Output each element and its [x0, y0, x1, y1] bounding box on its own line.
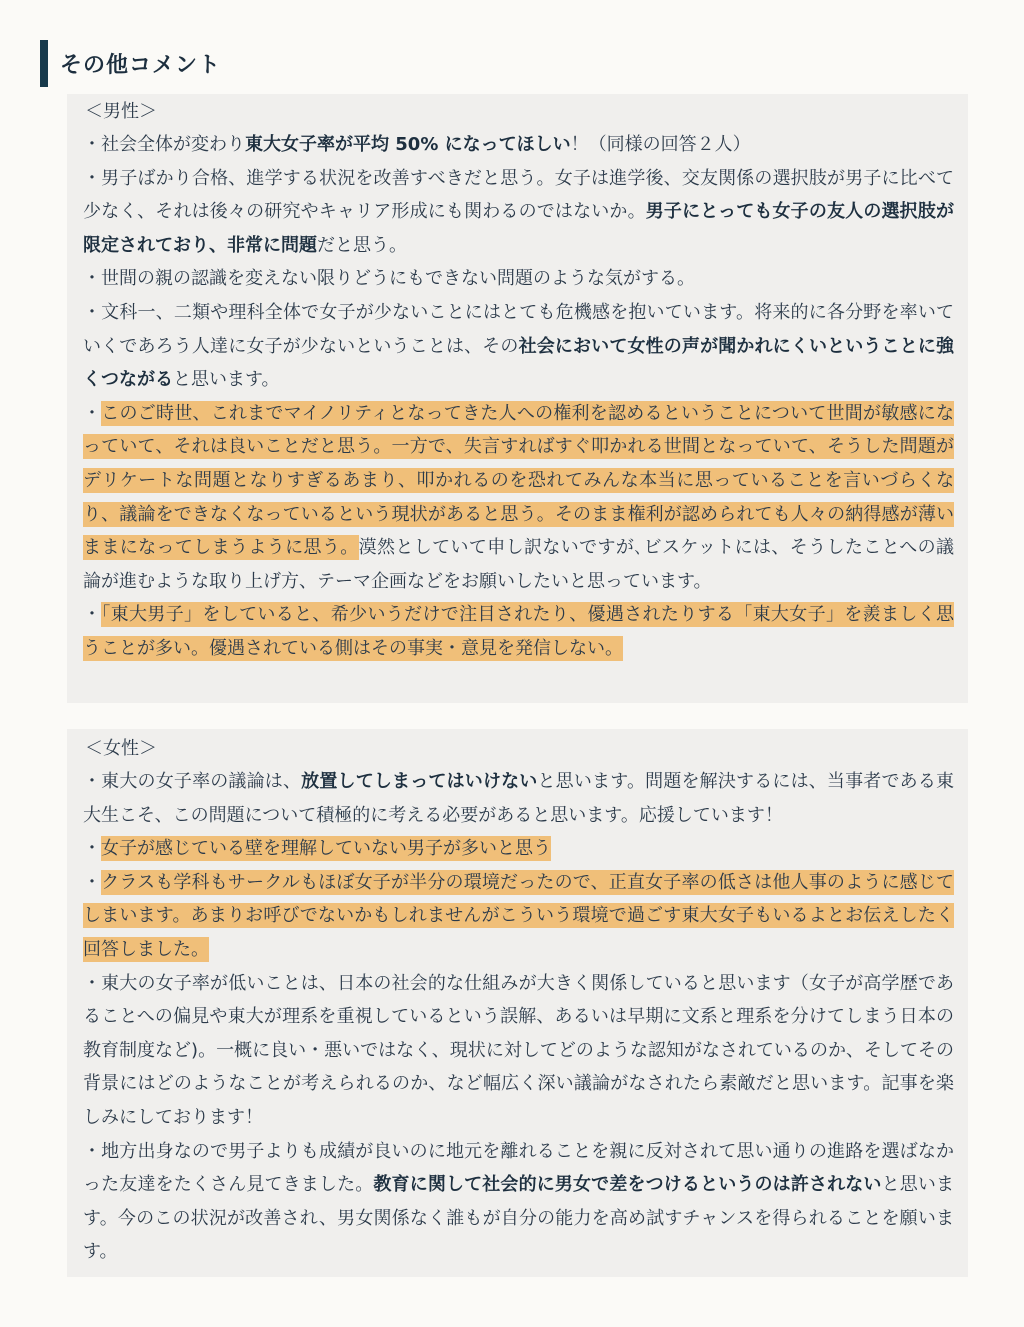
male-comment-1: ・社会全体が変わり東大女子率が平均 50% になってほしい！（同様の回答２人） — [83, 134, 751, 155]
highlighted-text: このご時世、これまでマイノリティとなってきた人への権利を認めるということについて世間が敏感になっていて、それは良いことだと思う。一方で、失言すればすぐ叩かれる世間となっていて、そうした問題がデリケートな問題となりすぎるあまり、叩かれるのを恐れてみんな本当に思っていることを言いづらくなり、議論をできなくなっているという現状があると思う。そのまま権利が認められても人々の納得感が薄いままになってしまうように思う。 — [83, 402, 954, 559]
male-comments-box — [67, 94, 968, 703]
female-comment-3: ・クラスも学科もサークルもほぼ女子が半分の環境だったので、正直女子率の低さは他人事のように感じてしまいます。あまりお呼びでないかもしれませんがこういう環境で過ごす東大女子もいるよとお伝えしたく回答しました。 — [83, 871, 955, 960]
section-title: その他コメント — [60, 53, 222, 78]
female-comment-2: ・女子が感じている壁を理解していない男子が多いと思う — [83, 838, 551, 860]
male-comment-5: ・このご時世、これまでマイノリティとなってきた人への権利を認めるということについて世間が敏感になっていて、それは良いことだと思う。一方で、失言すればすぐ叩かれる世間となっていて、そうした問題がデリケートな問題となりすぎるあまり、叩かれるのを恐れてみんな本当に思っていることを言いづらくなり、議論をできなくなっているという現状があると思う。そのまま権利が認められても人々の納得感が薄いままになってしまうように思う。漠然としていて申し訳ないですが､ビスケットには、そうしたことへの議論が進むような取り上げ方、テーマ企画などをお願いしたいと思っています。 — [83, 402, 954, 592]
title-accent-bar — [40, 40, 48, 87]
male-comment-3: ・世間の親の認識を変えない限りどうにもできない問題のような気がする。 — [83, 268, 695, 290]
male-comment-4: ・文科一、二類や理科全体で女子が少ないことにはとても危機感を抱いています。将来的に各分野を率いていくであろう人達に女子が少ないということは、その社会において女性の声が聞かれにくいということに強くつながると思います。 — [83, 301, 955, 391]
female-comment-4: ・東大の女子率が低いことは、日本の社会的な仕組みが大きく関係していると思います（女子が高学歴であることへの偏見や東大が理系を重視しているという誤解、あるいは早期に文系と理系を分けてしまう日本の教育制度など)。一概に良い・悪いではなく、現状に対してどのような認知がなされているのか、そしてその背景にはどのようなことが考えられるのか、など幅広く深い議論がなされたら素敵だと思います。記事を楽しみにしております！ — [83, 972, 954, 1128]
female-comments-box — [67, 729, 968, 1277]
female-heading: ＜女性＞ — [85, 738, 157, 759]
male-comment-2: ・男子ばかり合格、進学する状況を改善すべきだと思う。女子は進学後、交友関係の選択肢が男子に比べて少なく、それは後々の研究やキャリア形成にも関わるのではないか。男子にとっても女子の友人の選択肢が限定されており、非常に問題だと思う。 — [83, 167, 955, 256]
male-heading: ＜男性＞ — [85, 101, 157, 122]
highlighted-text: クラスも学科もサークルもほぼ女子が半分の環境だったので、正直女子率の低さは他人事のように感じてしまいます。あまりお呼びでないかもしれませんがこういう環境で過ごす東大女子もいるよとお伝えしたく回答しました。 — [83, 871, 955, 960]
female-comment-1: ・東大の女子率の議論は、放置してしまってはいけないと思います。問題を解決するには、当事者である東大生こそ、この問題について積極的に考える必要があると思います。応援しています！ — [83, 771, 955, 826]
male-comment-6: ・「東大男子」をしていると、希少いうだけで注目されたり、優遇されたりする「東大女子」を羨ましく思うことが多い。優遇されている側はその事実・意見を発信しない。 — [83, 604, 954, 659]
female-comment-5: ・地方出身なので男子よりも成績が良いのに地元を離れることを親に反対されて思い通りの進路を選ばなかった友達をたくさん見てきました。教育に関して社会的に男女で差をつけるというのは許されないと思います。今のこの状況が改善され、男女関係なく誰もが自分の能力を高め試すチャンスを得られることを願います。 — [83, 1140, 955, 1263]
highlighted-text: 女子が感じている壁を理解していない男子が多いと思う — [101, 838, 551, 860]
section-header — [40, 40, 221, 87]
highlighted-text: 「東大男子」をしていると、希少いうだけで注目されたり、優遇されたりする「東大女子」を羨ましく思うことが多い。優遇されている側はその事実・意見を発信しない。 — [83, 604, 954, 659]
